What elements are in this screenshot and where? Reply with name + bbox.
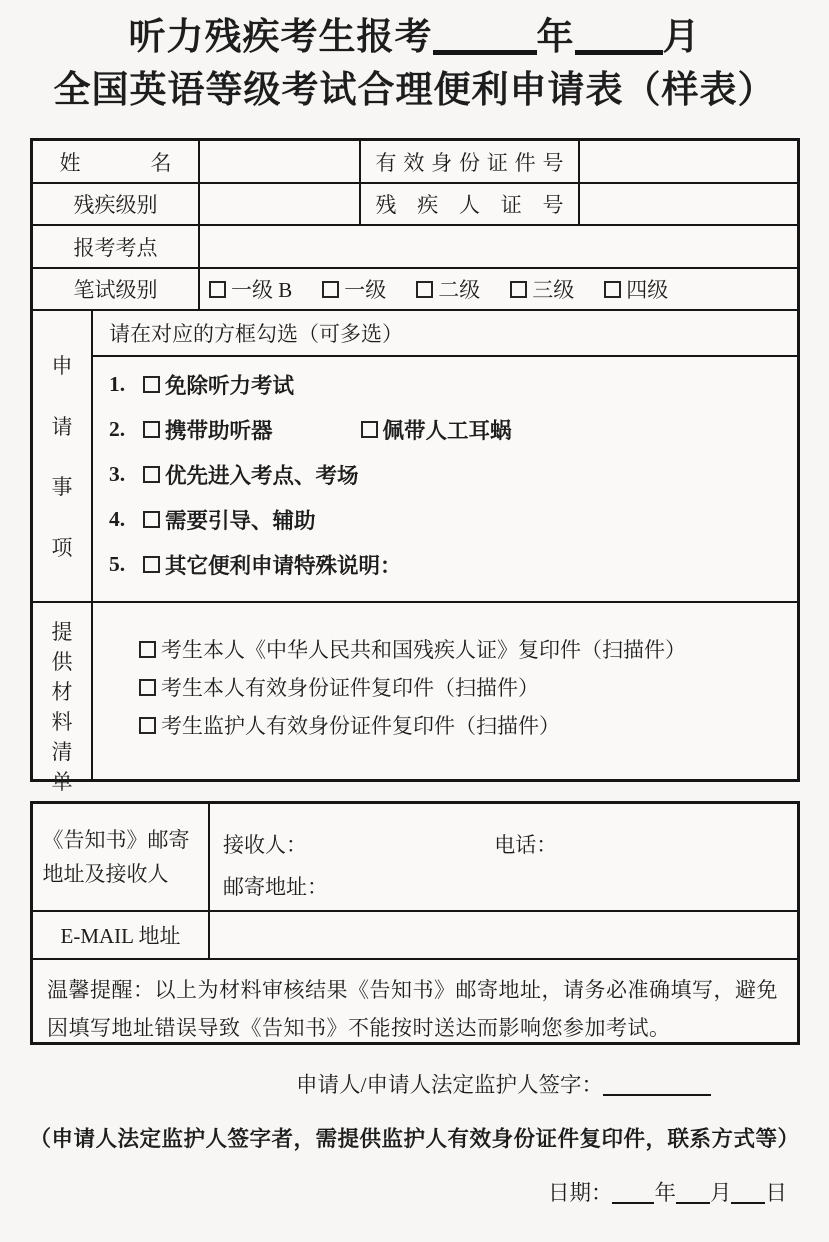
materials-side-label: 提 供 材 料 清 单: [51, 620, 73, 794]
name-label: 姓名: [59, 150, 172, 175]
application-item-3: 3. 优先进入考点、考场: [109, 462, 359, 488]
checkbox-guidance-assist-icon[interactable]: [143, 511, 160, 528]
applicant-info-table: [30, 138, 800, 794]
exam-site-label: 报考考点: [73, 235, 158, 260]
disability-cert-label-cell: [361, 184, 580, 224]
mail-address-label: 邮寄地址：: [223, 875, 328, 899]
notice-mailing-label-cell: [33, 804, 210, 910]
date-year-blank-line[interactable]: [612, 1200, 654, 1204]
checkbox-id-copy-icon[interactable]: [139, 679, 156, 696]
reminder-row: [33, 960, 797, 1042]
name-label-cell: [33, 141, 200, 182]
checkbox-disability-cert-copy-icon[interactable]: [139, 641, 156, 658]
checkbox-hearing-aid-icon[interactable]: [143, 421, 160, 438]
disability-level-label-cell: [33, 184, 200, 224]
exam-site-label-cell: [33, 226, 200, 267]
materials-item-2: 考生本人有效身份证件复印件（扫描件）: [139, 668, 797, 706]
date-month-blank-line[interactable]: [676, 1200, 710, 1204]
application-instruction: 请在对应的方框勾选（可多选）: [93, 311, 797, 357]
level-option-1: 一级: [322, 274, 386, 304]
checkbox-priority-entry-icon[interactable]: [143, 466, 160, 483]
checkbox-level-2-icon[interactable]: [416, 281, 433, 298]
materials-item-3: 考生监护人有效身份证件复印件（扫描件）: [139, 706, 797, 744]
exam-site-row: [33, 226, 797, 269]
id-number-label: 有效身份证件号: [375, 150, 564, 175]
level-option-4: 四级: [604, 274, 668, 304]
disability-level-value-cell[interactable]: [200, 184, 361, 224]
level-option-2: 二级: [416, 274, 480, 304]
date-year-label: 年: [654, 1181, 676, 1205]
receiver-label: 接收人：: [223, 833, 307, 857]
application-item-4: 4. 需要引导、辅助: [109, 507, 316, 533]
materials-item-1: 考生本人《中华人民共和国残疾人证》复印件（扫描件）: [139, 630, 797, 668]
application-items-row: [33, 311, 797, 603]
disability-cert-label: 残疾人证号: [375, 193, 564, 217]
application-item-1: 1. 免除听力考试: [109, 372, 295, 398]
materials-items-list: [93, 603, 797, 744]
checkbox-level-1-icon[interactable]: [322, 281, 339, 298]
form-title-line-2: 全国英语等级考试合理便利申请表（样表）: [53, 68, 776, 111]
name-row: [33, 141, 797, 184]
signature-line: [296, 1068, 711, 1099]
exam-site-value-cell[interactable]: [200, 226, 797, 267]
materials-row: [33, 603, 797, 794]
email-label-cell: [33, 912, 210, 958]
receiver-line: [223, 824, 797, 866]
form-title: [0, 10, 829, 116]
id-number-value-cell[interactable]: [580, 141, 797, 182]
email-label: E-MAIL 地址: [60, 924, 181, 948]
application-body-cell: [93, 311, 797, 601]
id-number-label-cell: [361, 141, 580, 182]
checkbox-guardian-id-copy-icon[interactable]: [139, 717, 156, 734]
notice-mailing-label: 《告知书》邮寄地址及接收人: [42, 828, 190, 886]
checkbox-level-3-icon[interactable]: [510, 281, 527, 298]
title-year-label: 年: [536, 15, 575, 58]
disability-level-label: 残疾级别: [73, 193, 158, 217]
date-day-label: 日: [765, 1181, 787, 1205]
application-item-5: 5. 其它便利申请特殊说明：: [109, 552, 402, 578]
email-value-cell[interactable]: [210, 912, 797, 958]
name-value-cell[interactable]: [200, 141, 361, 182]
disability-level-row: [33, 184, 797, 226]
application-item-2: 2. 携带助听器 佩带人工耳蜗: [109, 417, 512, 443]
mail-address-line: [223, 866, 797, 908]
date-prefix: 日期：: [547, 1181, 613, 1205]
date-line: [548, 1176, 787, 1207]
written-level-label: 笔试级别: [73, 278, 158, 302]
date-month-label: 月: [709, 1181, 732, 1205]
written-level-options-cell: [200, 269, 797, 309]
materials-body-cell: [93, 603, 797, 779]
application-side-label-cell: [33, 311, 93, 601]
written-level-label-cell: [33, 269, 200, 309]
application-side-label: 申 请 事 项: [51, 354, 73, 560]
checkbox-cochlear-implant-icon[interactable]: [361, 421, 378, 438]
written-level-row: [33, 269, 797, 311]
phone-label: 电话：: [494, 833, 558, 857]
notice-mailing-value-cell: [210, 804, 797, 910]
notice-mailing-row: [33, 804, 797, 912]
email-row: [33, 912, 797, 960]
title-month-blank-line[interactable]: [575, 48, 663, 55]
checkbox-level-1b-icon[interactable]: [209, 281, 226, 298]
title-prefix: 听力残疾考生报考: [128, 15, 433, 58]
level-option-1b: 一级 B: [209, 274, 292, 304]
guardian-note: （申请人法定监护人签字者，需提供监护人有效身份证件复印件，联系方式等）: [29, 1127, 800, 1151]
checkbox-exempt-listening-icon[interactable]: [143, 376, 160, 393]
signature-blank-line[interactable]: [603, 1092, 711, 1096]
signature-label: 申请人/申请人法定监护人签字：: [296, 1073, 603, 1097]
title-year-blank-line[interactable]: [433, 48, 537, 55]
disability-cert-value-cell[interactable]: [580, 184, 797, 224]
form-title-line-1: [0, 10, 829, 63]
date-day-blank-line[interactable]: [731, 1200, 765, 1204]
reminder-text: 温馨提醒：以上为材料审核结果《告知书》邮寄地址，请务必准确填写，避免因填写地址错误导致《告知书》不能按时送达而影响您参加考试。: [47, 978, 778, 1040]
title-month-label: 月: [662, 15, 701, 58]
mailing-table: [30, 801, 800, 1045]
application-items-list: [93, 357, 797, 587]
checkbox-other-special-icon[interactable]: [143, 556, 160, 573]
materials-side-label-cell: [33, 603, 93, 794]
checkbox-level-4-icon[interactable]: [604, 281, 621, 298]
level-option-3: 三级: [510, 274, 574, 304]
